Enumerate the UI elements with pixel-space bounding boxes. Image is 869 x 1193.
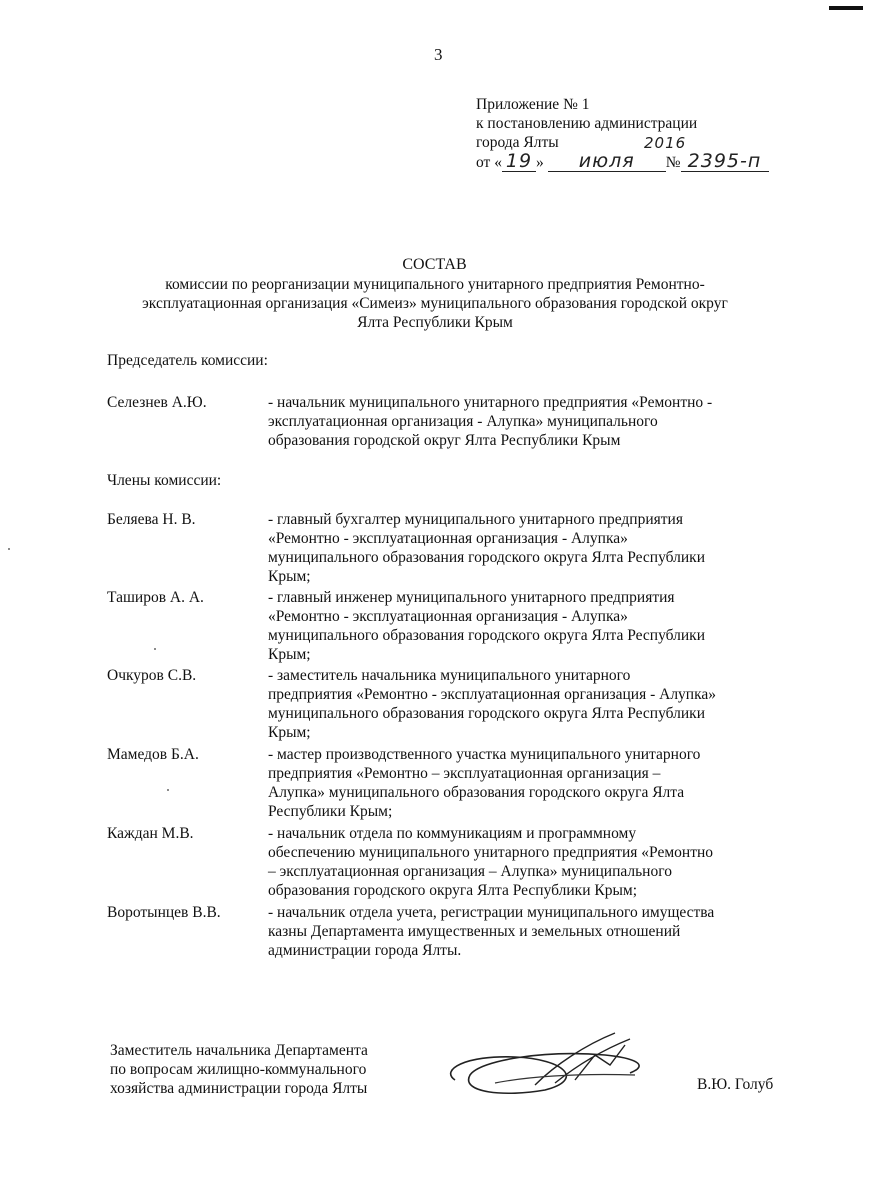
description-line: - главный инженер муниципального унитарного предприятия xyxy=(268,589,675,606)
description-line: муниципального образования городского округа Ялта Республики xyxy=(268,549,705,566)
member-name: Таширов А. А. xyxy=(107,589,204,606)
description-line: - начальник отдела по коммуникациям и программному xyxy=(268,825,637,842)
scan-speck xyxy=(154,648,156,650)
member-name: Мамедов Б.А. xyxy=(107,746,199,763)
description-line: образования городской округ Ялта Республики Крым xyxy=(268,432,621,449)
description-line: образования городского округа Ялта Республики Крым; xyxy=(268,882,637,899)
description-line: обеспечению муниципального унитарного предприятия «Ремонтно xyxy=(268,844,714,861)
date-number-sign: № xyxy=(665,154,681,171)
subtitle-line-2: эксплуатационная организация «Симеиз» муниципального образования городской округ xyxy=(142,295,728,312)
appendix-line-2: к постановлению администрации xyxy=(476,115,698,132)
chairman-name: Селезнев А.Ю. xyxy=(107,394,207,411)
signer-name: В.Ю. Голуб xyxy=(697,1076,774,1093)
position-line-1: Заместитель начальника Департамента xyxy=(110,1042,368,1059)
date-day: 19 xyxy=(502,152,536,172)
chairman-label: Председатель комиссии: xyxy=(107,352,268,369)
member-description xyxy=(268,903,783,960)
member-description xyxy=(268,666,783,742)
description-line: казны Департамента имущественных и земельных отношений xyxy=(268,923,681,940)
description-line: - начальник муниципального унитарного предприятия «Ремонтно - xyxy=(268,394,713,411)
appendix-line-3: города Ялты xyxy=(476,134,559,151)
position-line-2: по вопросам жилищно-коммунального xyxy=(110,1061,367,1078)
description-line: Алупка» муниципального образования городского округа Ялта xyxy=(268,784,685,801)
scan-edge-mark xyxy=(829,6,863,10)
description-line: Крым; xyxy=(268,724,311,741)
members-label: Члены комиссии: xyxy=(107,472,222,489)
subtitle-line-1: комиссии по реорганизации муниципального унитарного предприятия Ремонтно- xyxy=(165,276,705,293)
description-line: «Ремонтно - эксплуатационная организация - Алупка» xyxy=(268,608,628,625)
description-line: муниципального образования городского округа Ялта Республики xyxy=(268,627,705,644)
member-description xyxy=(268,824,783,900)
description-line: – эксплуатационная организация – Алупка» муниципального xyxy=(268,863,672,880)
date-prefix: от « xyxy=(476,154,502,171)
member-name: Воротынцев В.В. xyxy=(107,904,221,921)
appendix-block xyxy=(476,95,769,171)
member-description xyxy=(268,510,783,586)
page-number: 3 xyxy=(434,45,443,64)
description-line: - главный бухгалтер муниципального унитарного предприятия xyxy=(268,511,683,528)
description-line: - заместитель начальника муниципального унитарного xyxy=(268,667,631,684)
position-line-3: хозяйства администрации города Ялты xyxy=(110,1080,368,1097)
document-subtitle xyxy=(110,275,760,332)
description-line: «Ремонтно - эксплуатационная организация - Алупка» xyxy=(268,530,628,547)
description-line: муниципального образования городского округа Ялта Республики xyxy=(268,705,705,722)
member-name: Очкуров С.В. xyxy=(107,667,197,684)
scan-speck xyxy=(8,548,10,550)
member-description xyxy=(268,745,783,821)
date-mid: » xyxy=(535,154,544,171)
document-number: 2395-п xyxy=(681,152,769,172)
description-line: - мастер производственного участка муниципального унитарного xyxy=(268,746,701,763)
signer-position xyxy=(110,1041,368,1098)
appendix-date-line xyxy=(476,152,769,171)
description-line: Крым; xyxy=(268,568,311,585)
handwritten-year: 2016 xyxy=(644,134,687,152)
description-line: эксплуатационная организация - Алупка» муниципального xyxy=(268,413,658,430)
handwritten-signature xyxy=(435,1025,665,1105)
description-line: Крым; xyxy=(268,646,311,663)
appendix-line-1: Приложение № 1 xyxy=(476,96,590,113)
description-line: предприятия «Ремонтно - эксплуатационная организация - Алупка» xyxy=(268,686,717,703)
description-line: администрации города Ялты. xyxy=(268,942,462,959)
scan-speck xyxy=(167,789,169,791)
member-description xyxy=(268,588,783,664)
member-name: Каждан М.В. xyxy=(107,825,194,842)
description-line: - начальник отдела учета, регистрации муниципального имущества xyxy=(268,904,715,921)
subtitle-line-3: Ялта Республики Крым xyxy=(357,314,513,331)
description-line: Республики Крым; xyxy=(268,803,393,820)
document-title: СОСТАВ xyxy=(402,256,467,273)
date-month: июля xyxy=(548,152,666,172)
member-name: Беляева Н. В. xyxy=(107,511,196,528)
chairman-description xyxy=(268,393,783,450)
description-line: предприятия «Ремонтно – эксплуатационная организация – xyxy=(268,765,661,782)
